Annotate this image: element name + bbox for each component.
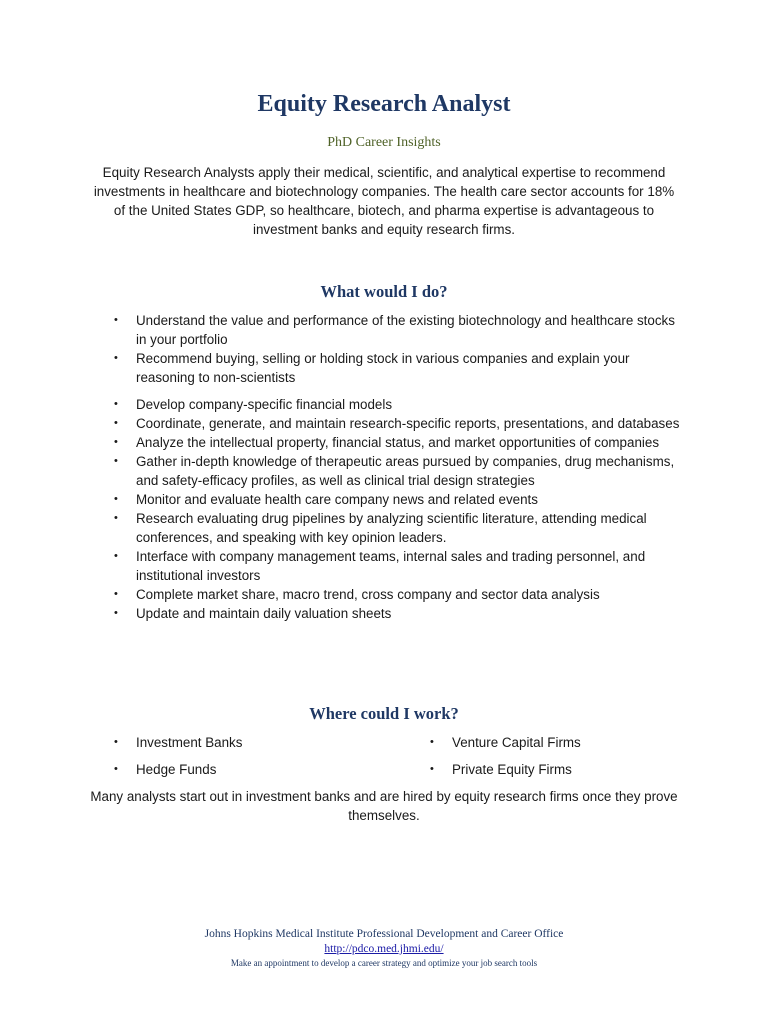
- workplaces-note: Many analysts start out in investment banks and are hired by equity research firms once they prove themselves.: [90, 789, 678, 823]
- bullet-icon: •: [114, 588, 118, 600]
- footer-note: Make an appointment to develop a career strategy and optimize your job search tools: [230, 958, 538, 968]
- list-item: • Research evaluating drug pipelines by analyzing scientific literature, attending medical conferences, and speaking with key opinion leaders.: [114, 511, 647, 545]
- bullet-icon: •: [114, 736, 118, 748]
- bullet-icon: •: [114, 512, 118, 524]
- list-item: • Develop company-specific financial models: [114, 397, 393, 412]
- list-item: • Understand the value and performance of the existing biotechnology and healthcare stocks in your portfolio: [114, 313, 675, 347]
- intro-paragraph: Equity Research Analysts apply their medical, scientific, and analytical expertise to recommend investments in healthcare and biotechnology companies. The health care sector accounts for 18% of the United States GDP, so healthcare, biotech, and pharma expertise is advantageous to investment banks and equity research firms.: [93, 165, 675, 237]
- bullet-icon: •: [114, 436, 118, 448]
- duties-list-continued: [110, 395, 680, 623]
- page-subtitle: PhD Career Insights: [327, 135, 441, 150]
- list-item: • Interface with company management teams, internal sales and trading personnel, and institutional investors: [114, 549, 646, 583]
- workplaces-heading: Where could I work?: [309, 704, 459, 723]
- footer-link[interactable]: http://pdco.med.jhmi.edu/: [324, 943, 444, 955]
- bullet-icon: •: [114, 550, 118, 562]
- bullet-icon: •: [430, 763, 434, 775]
- list-item: • Update and maintain daily valuation sheets: [114, 606, 392, 621]
- page-title: Equity Research Analyst: [257, 91, 511, 117]
- list-item: • Analyze the intellectual property, financial status, and market opportunities of companies: [114, 435, 660, 450]
- duties-heading: What would I do?: [320, 282, 448, 301]
- duties-list: [110, 311, 680, 387]
- list-item: • Gather in-depth knowledge of therapeutic areas pursued by companies, drug mechanisms, and safety-efficacy profiles, as well as clinical trial design strategies: [114, 454, 675, 488]
- bullet-icon: •: [114, 398, 118, 410]
- list-item: • Complete market share, macro trend, cross company and sector data analysis: [114, 587, 600, 602]
- bullet-icon: •: [430, 736, 434, 748]
- list-item: • Venture Capital Firms: [430, 735, 581, 750]
- list-item: • Recommend buying, selling or holding stock in various companies and explain your reasoning to non-scientists: [114, 351, 630, 385]
- footer: [0, 927, 768, 969]
- workplaces-list-left: [110, 733, 242, 787]
- bullet-icon: •: [114, 417, 118, 429]
- bullet-icon: •: [114, 607, 118, 619]
- workplaces-list-right: [426, 733, 581, 787]
- list-item: • Investment Banks: [114, 735, 243, 750]
- bullet-icon: •: [114, 493, 118, 505]
- bullet-icon: •: [114, 763, 118, 775]
- footer-organization: Johns Hopkins Medical Institute Professional Development and Career Office: [204, 928, 564, 940]
- list-item: • Hedge Funds: [114, 762, 217, 777]
- bullet-icon: •: [114, 455, 118, 467]
- list-item: • Coordinate, generate, and maintain research-specific reports, presentations, and databases: [114, 416, 680, 431]
- bullet-icon: •: [114, 352, 118, 364]
- list-item: • Monitor and evaluate health care company news and related events: [114, 492, 538, 507]
- list-item: • Private Equity Firms: [430, 762, 572, 777]
- bullet-icon: •: [114, 314, 118, 326]
